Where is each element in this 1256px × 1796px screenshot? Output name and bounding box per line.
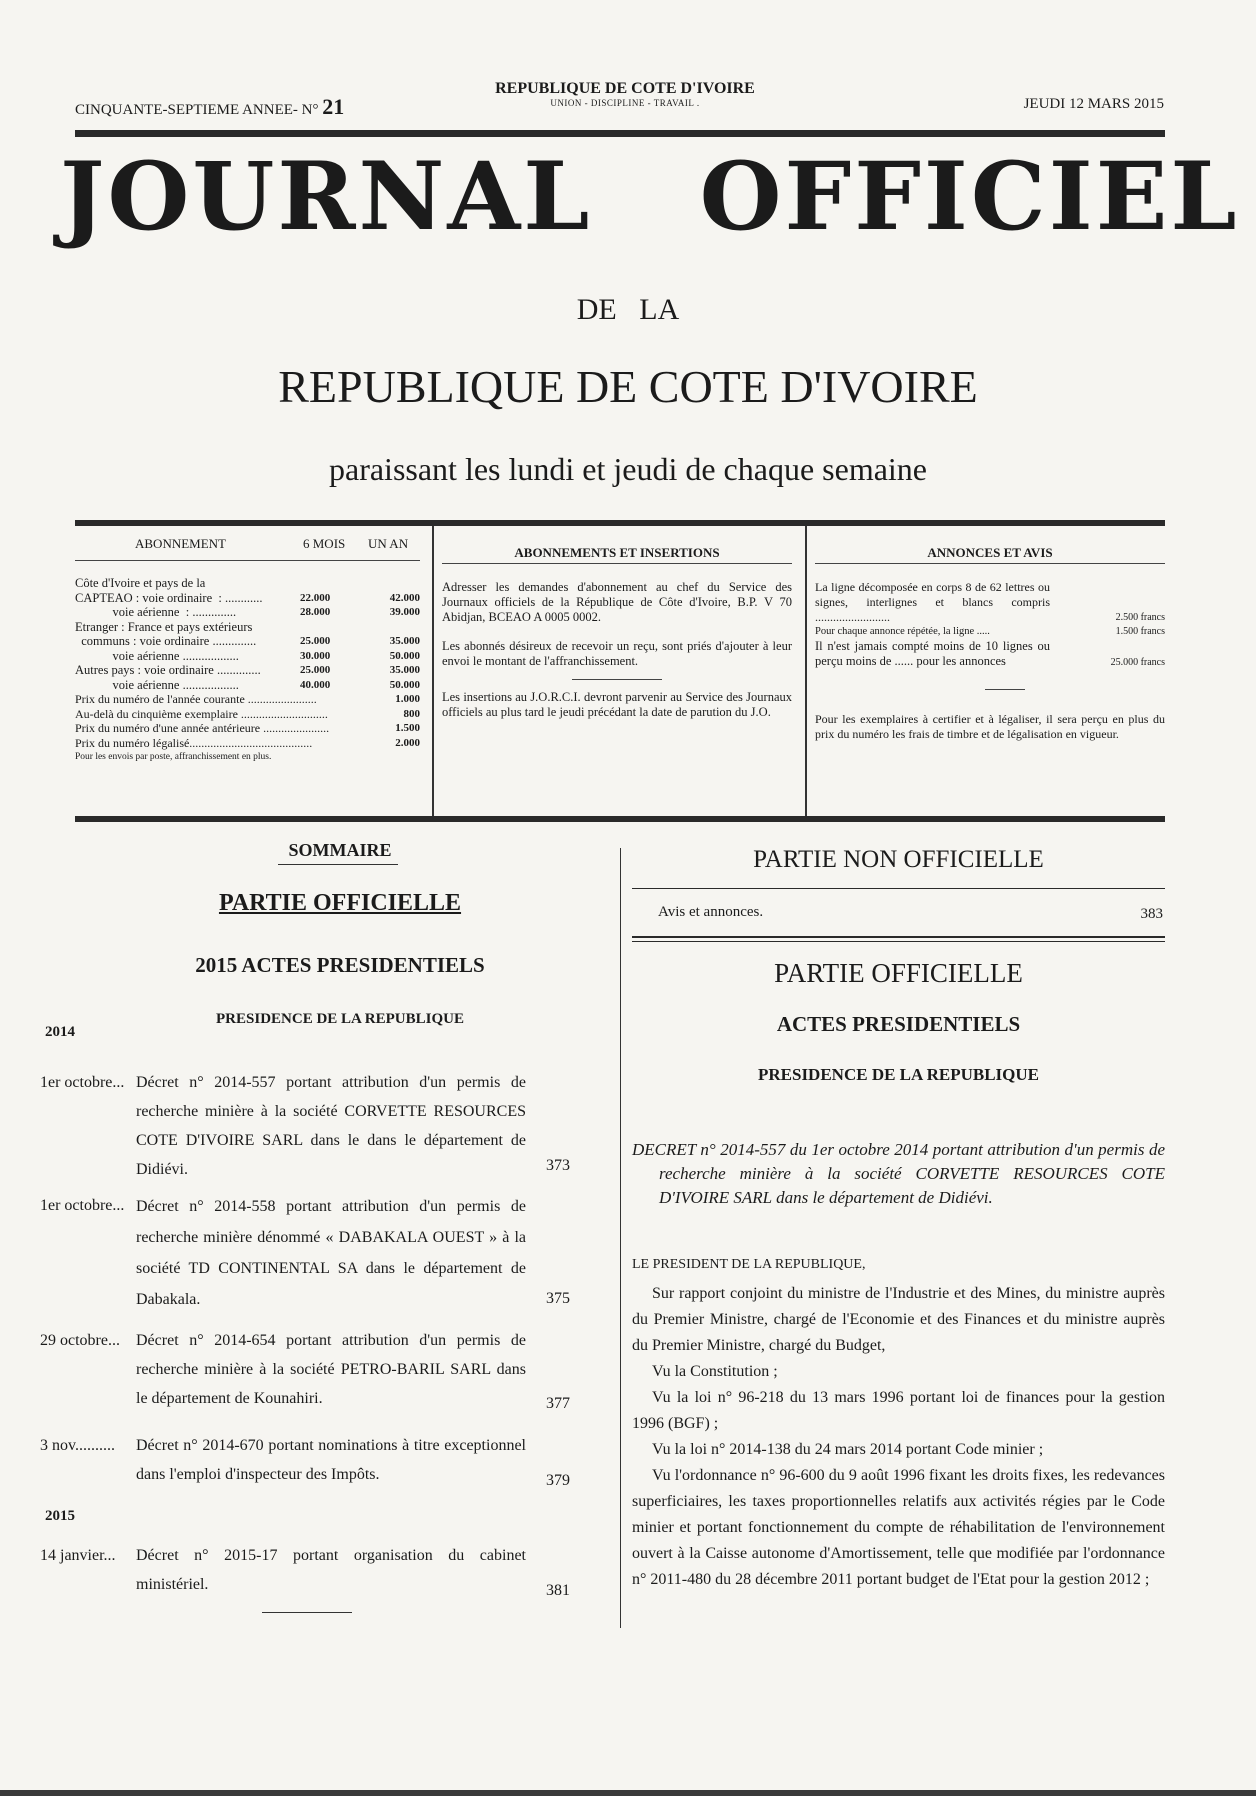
toc-text: Décret n° 2014-654 portant attribution d'un permis de recherche minière à la société PETRO-BARIL SARL dans le département de Kounahiri. xyxy=(136,1332,526,1407)
sommaire-partie: PARTIE OFFICIELLE xyxy=(218,890,462,916)
subscription-footnote: Pour les envois par poste, affranchissement en plus. xyxy=(75,752,272,762)
masthead-de-la: DE LA xyxy=(576,293,680,326)
subscription-row xyxy=(75,634,420,649)
info-divider-2 xyxy=(805,526,807,816)
subscription-rows xyxy=(75,576,420,750)
decree-paragraph: Vu la loi n° 2014-138 du 24 mars 2014 portant Code minier ; xyxy=(652,1441,1044,1458)
subscription-row-6mois: 28.000 xyxy=(300,606,331,618)
subscription-row-1an: 800 xyxy=(403,707,420,720)
president-line: LE PRESIDENT DE LA REPUBLIQUE, xyxy=(632,1257,866,1272)
col-abonnement: ABONNEMENT xyxy=(135,536,226,551)
actes-presidentiels-right: ACTES PRESIDENTIELS xyxy=(776,1012,1021,1036)
toc-page: 373 xyxy=(546,1157,570,1174)
annonces-block xyxy=(815,545,1165,742)
subscription-row-1an: 39.000 xyxy=(389,606,420,618)
insertions-p3: Les insertions au J.O.R.C.I. devront parvenir au Service des Journaux officiels au plus tard le jeudi précédant la date de parution du J.O. xyxy=(442,690,792,719)
subscription-row xyxy=(75,692,420,707)
subscription-row-label: voie aérienne .................. xyxy=(75,648,239,663)
toc-entry[interactable] xyxy=(40,1541,570,1605)
header-motto: UNION - DISCIPLINE - TRAVAIL . xyxy=(550,98,700,108)
toc-page: 377 xyxy=(546,1395,570,1412)
subscription-row-label: Prix du numéro légalisé......................................... xyxy=(75,735,313,750)
header-country: REPUBLIQUE DE COTE D'IVOIRE xyxy=(495,80,755,97)
sommaire-presidence: PRESIDENCE DE LA REPUBLIQUE xyxy=(216,1011,464,1027)
subscription-row-label: Prix du numéro de l'année courante ....................... xyxy=(75,692,317,706)
page-bottom-edge xyxy=(0,1790,1256,1796)
info-top-rule xyxy=(75,520,1165,526)
subscription-row-6mois: 25.000 xyxy=(300,635,331,647)
subscription-row xyxy=(75,591,420,606)
annonces-price3: 25.000 francs xyxy=(1110,657,1165,668)
partie-officielle-right: PARTIE OFFICIELLE xyxy=(774,958,1023,988)
subscription-row-1an: 35.000 xyxy=(389,635,420,647)
sommaire-heading: SOMMAIRE xyxy=(288,840,392,860)
subscription-row-label: communs : voie ordinaire .............. xyxy=(75,634,257,648)
presidence-right: PRESIDENCE DE LA REPUBLIQUE xyxy=(757,1065,1040,1084)
insertions-p2: Les abonnés désireux de recevoir un reçu, sont priés d'ajouter à leur envoi le montant de l'affranchissement. xyxy=(442,639,792,668)
subscription-row-label: Au-delà du cinquième exemplaire ............................. xyxy=(75,706,328,721)
toc-date: 1er octobre... xyxy=(40,1074,125,1091)
subscription-row-label: CAPTEAO : voie ordinaire : ............ xyxy=(75,590,263,605)
toc-year-2014: 2014 xyxy=(45,1024,75,1040)
toc-date: 1er octobre... xyxy=(40,1197,125,1214)
toc-entry[interactable] xyxy=(40,1191,570,1313)
subscription-row-6mois: 22.000 xyxy=(300,591,331,604)
subscription-row-label: Prix du numéro d'une année antérieure ...................... xyxy=(75,721,330,735)
decree-paragraph: Vu l'ordonnance n° 96-600 du 9 août 1996 fixant les droits fixes, les redevances superficiaires, les taxes proportionnelles relatifs aux activités régies par le Code minier et portant fonctionnement du compte de réhabilitation de l'environnement ouvert à la Caisse autonome d'Amortissement, telle que modifiée par l'ordonnance n° 2011-480 du 28 décembre 2011 portant budget de l'Etat pour la gestion 2012 ; xyxy=(632,1467,1165,1588)
toc-text: Décret n° 2014-670 portant nominations à titre exceptionnel dans l'emploi d'inspecteur des Impôts. xyxy=(136,1437,526,1483)
toc-year-2015: 2015 xyxy=(45,1508,75,1524)
subscription-row xyxy=(75,663,420,678)
issue-number: 21 xyxy=(322,94,345,119)
subscription-row-6mois: 40.000 xyxy=(300,678,331,691)
annonces-line3: Il n'est jamais compté moins de 10 lignes ou perçu moins de ...... pour les annonces xyxy=(815,639,1050,668)
annonces-heading: ANNONCES ET AVIS xyxy=(927,545,1053,560)
decree-title: DECRET n° 2014-557 du 1er octobre 2014 portant attribution d'un permis de recherche minière à la société CORVETTE RESOURCES COTE D'IVOIRE SARL dans le département de Didiévi. xyxy=(632,1140,1165,1207)
decree-body xyxy=(632,1281,1165,1593)
issue-date: JEUDI 12 MARS 2015 xyxy=(1023,96,1164,112)
subscription-row-label: Autres pays : voie ordinaire .............. xyxy=(75,663,261,677)
subscription-row-label: voie aérienne .................. xyxy=(75,677,239,692)
insertions-p1: Adresser les demandes d'abonnement au chef du Service des Journaux officiels de la République de Côte d'Ivoire, B.P. V 70 Abidjan, BCEAO A 0005 0002. xyxy=(442,580,792,624)
subscription-row-label: Côte d'Ivoire et pays de la xyxy=(75,576,206,590)
subscription-row-6mois: 30.000 xyxy=(300,649,331,662)
subscription-row-1an: 1.000 xyxy=(395,693,420,705)
annonces-line2: Pour chaque annonce répétée, la ligne ..... xyxy=(815,626,990,637)
column-divider xyxy=(620,848,621,1628)
col-1an: UN AN xyxy=(368,536,409,551)
subscription-row xyxy=(75,721,420,736)
toc-page: 381 xyxy=(546,1582,570,1599)
subscription-row xyxy=(75,649,420,664)
insertions-block xyxy=(442,545,792,720)
subscription-row xyxy=(75,605,420,620)
col-6mois: 6 MOIS xyxy=(303,536,346,551)
journal-title: JOURNAL OFFICIEL xyxy=(60,142,1240,252)
toc-entry[interactable] xyxy=(40,1431,570,1495)
subscription-row-1an: 50.000 xyxy=(389,649,420,662)
subscription-row xyxy=(75,707,420,722)
annonces-price1: 2.500 francs xyxy=(1115,612,1165,623)
masthead-frequency: paraissant les lundi et jeudi de chaque semaine xyxy=(328,451,927,487)
issue-line xyxy=(75,94,344,120)
toc-date: 29 octobre... xyxy=(40,1332,120,1349)
sommaire-actes: 2015 ACTES PRESIDENTIELS xyxy=(195,953,485,977)
avis-annonces: Avis et annonces. xyxy=(658,904,764,920)
issue-label: CINQUANTE-SEPTIEME ANNEE- N° xyxy=(75,102,319,118)
toc-page: 379 xyxy=(546,1472,570,1489)
subscription-table xyxy=(75,536,420,765)
info-bottom-rule xyxy=(75,816,1165,822)
toc-date: 14 janvier... xyxy=(40,1547,116,1564)
toc-text: Décret n° 2014-558 portant attribution d'un permis de recherche minière dénommé « DABAKALA OUEST » à la société TD CONTINENTAL SA dans le département de Dabakala. xyxy=(136,1198,526,1308)
annonces-line1: La ligne décomposée en corps 8 de 62 lettres ou signes, interlignes et blancs compris ......................... xyxy=(815,580,1050,624)
toc-entry[interactable] xyxy=(40,1326,570,1418)
insertions-heading: ABONNEMENTS ET INSERTIONS xyxy=(514,545,720,560)
toc-date: 3 nov.......... xyxy=(40,1437,115,1454)
subscription-row xyxy=(75,736,420,751)
decree-paragraph: Vu la Constitution ; xyxy=(652,1363,778,1380)
subscription-row xyxy=(75,576,420,591)
decree-paragraph: Vu la loi n° 96-218 du 13 mars 1996 portant loi de finances pour la gestion 1996 (BGF) ; xyxy=(632,1389,1165,1432)
toc-page: 375 xyxy=(546,1290,570,1307)
subscription-row-label: Etranger : France et pays extérieurs xyxy=(75,619,253,634)
subscription-row-label: voie aérienne : .............. xyxy=(75,605,237,619)
subscription-row-1an: 1.500 xyxy=(395,722,420,734)
header-rule xyxy=(75,130,1165,137)
masthead-republic: REPUBLIQUE DE COTE D'IVOIRE xyxy=(278,361,978,412)
subscription-row-1an: 50.000 xyxy=(389,678,420,691)
subscription-header xyxy=(75,536,420,560)
toc-entry[interactable] xyxy=(40,1068,570,1180)
toc-text: Décret n° 2014-557 portant attribution d'un permis de recherche minière à la société CORVETTE RESOURCES COTE D'IVOIRE SARL dans le dans le département de Didiévi. xyxy=(136,1074,526,1178)
partie-non-officielle: PARTIE NON OFFICIELLE xyxy=(753,846,1044,873)
avis-page: 383 xyxy=(1140,906,1163,922)
annonces-note: Pour les exemplaires à certifier et à légaliser, il sera perçu en plus du prix du numéro les frais de timbre et de légalisation en vigueur. xyxy=(815,712,1165,741)
annonces-price2: 1.500 francs xyxy=(1115,626,1165,637)
info-divider-1 xyxy=(432,526,434,816)
subscription-row-1an: 35.000 xyxy=(389,664,420,676)
subscription-row-6mois: 25.000 xyxy=(300,664,331,676)
decree-paragraph: Sur rapport conjoint du ministre de l'Industrie et des Mines, du ministre auprès du Premier Ministre, chargé de l'Economie et des Finances et du ministre auprès du Premier Ministre, chargé du Budget, xyxy=(632,1285,1165,1354)
header-country-block xyxy=(440,80,810,108)
subscription-row xyxy=(75,678,420,693)
toc-text: Décret n° 2015-17 portant organisation du cabinet ministériel. xyxy=(136,1547,526,1593)
subscription-row-1an: 2.000 xyxy=(395,736,420,749)
subscription-row xyxy=(75,620,420,635)
subscription-header-rule xyxy=(75,560,420,561)
subscription-row-1an: 42.000 xyxy=(389,591,420,604)
